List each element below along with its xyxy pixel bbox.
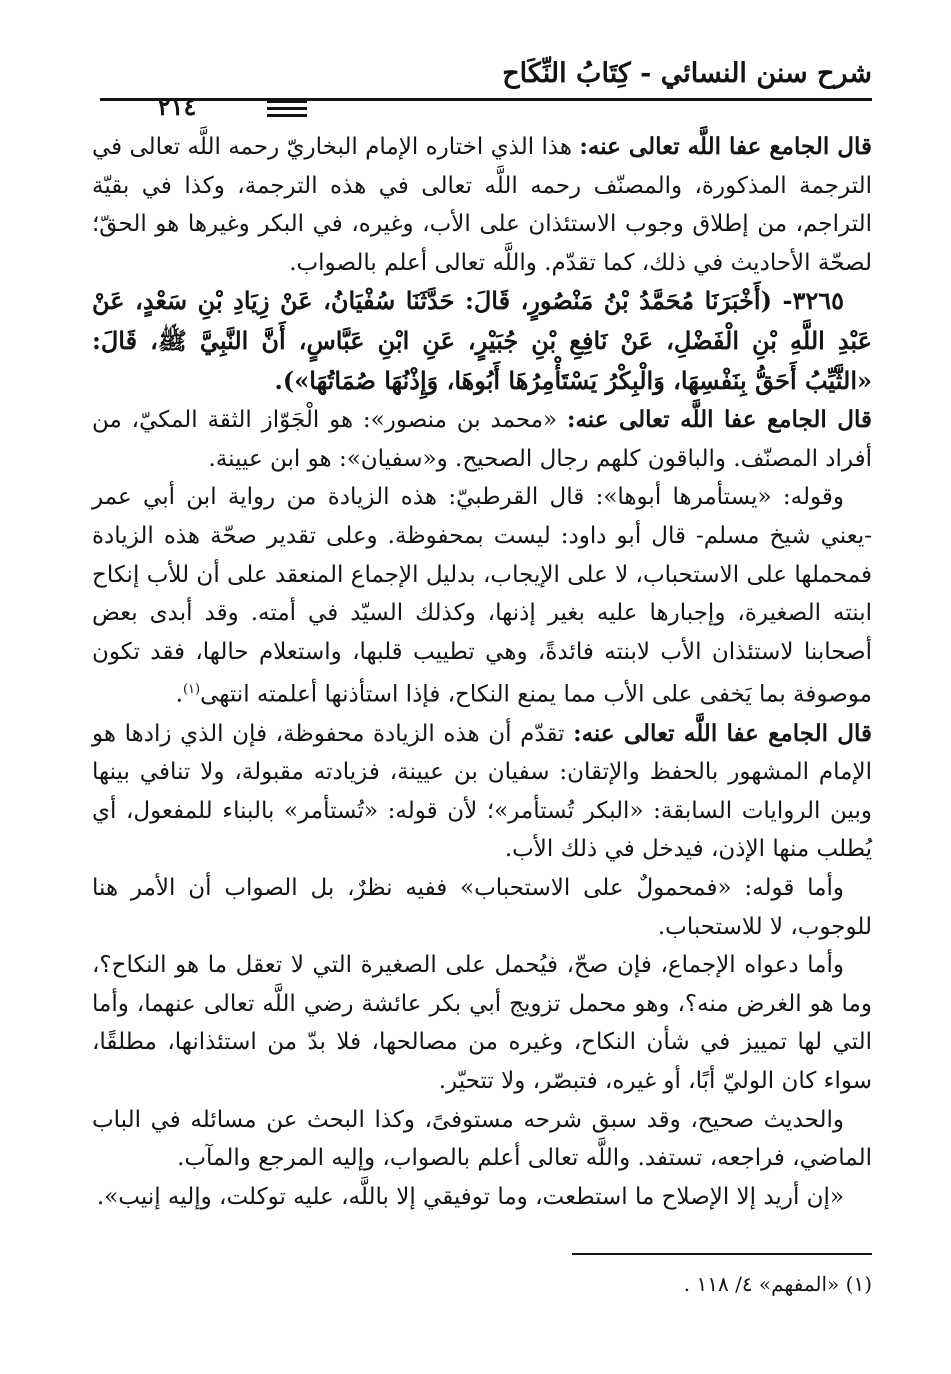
author-comment-lead: قال الجامع عفا اللَّه تعالى عنه: (566, 406, 872, 434)
paragraph-7 (92, 946, 872, 1100)
page-number: ٢١٤ (157, 92, 197, 121)
paragraph-text: تقدّم أن هذه الزيادة محفوظة، فإن الذي زادها هو الإمام المشهور بالحفظ والإتقان: سفيان بن عيينة، فزيادته مقبولة، ولا تنافي بينها وبين الروايات السابقة: «البكر تُستأمر»؛ لأن قوله: «تُستأمر» بالبناء للمفعول، أي يُطلب منها الإذن، فيدخل في ذلك الأب. (92, 720, 872, 863)
paragraph-8 (92, 1101, 872, 1178)
footnote-separator (572, 1253, 872, 1255)
hadith-paragraph (92, 282, 872, 401)
footnote: (١) «المفهم» ٤/ ١١٨ . (683, 1272, 872, 1296)
paragraph-text: هذا الذي اختاره الإمام البخاريّ رحمه اللَّه تعالى في الترجمة المذكورة، والمصنّف رحمه اللَّه تعالى في هذه الترجمة، وكذا في بقيّة التراجم، من إطلاق وجوب الاستئذان على الأب، وغيره، في البكر وغيرها هو الحقّ؛ لصحّة الأحاديث في ذلك، كما تقدّم. واللَّه تعالى أعلم بالصواب. (92, 134, 872, 276)
paragraph-5 (92, 715, 872, 869)
page-number-ornament-right (267, 100, 307, 121)
author-comment-lead: قال الجامع عفا اللَّه تعالى عنه: (573, 719, 872, 747)
paragraph-text: والحديث صحيح، وقد سبق شرحه مستوفىً، وكذا البحث عن مسائله في الباب الماضي، فراجعه، تستفد. واللَّه تعالى أعلم بالصواب، وإليه المرجع والمآب. (92, 1106, 872, 1172)
paragraph-3 (92, 401, 872, 478)
paragraph-4 (92, 478, 872, 714)
paragraph-1 (92, 128, 872, 282)
page-header (92, 50, 872, 121)
paragraph-text: وقوله: «يستأمرها أبوها»: قال القرطبيّ: هذه الزيادة من رواية ابن أبي عمر -يعني شيخ مسلم- قال أبو داود: ليست بمحفوظة. وعلى تقدير صحّة هذه الزيادة فمحملها على الاستحباب، لا على الإيجاب، بدليل الإجماع المنعقد على أن للأب إنكاح ابنته الصغيرة، وإجبارها عليه بغير إذنها، وكذلك السيّد في أمته. وقد أبدى بعض أصحابنا لاستئذان الأب لابنته فائدةً، وهي تطييب قلبها، واستعلام حالها، فقد تكون موصوفة بما يَخفى على الأب مما يمنع النكاح، فإذا استأذنها أعلمته انتهى (92, 484, 872, 708)
paragraph-text: «إن أريد إلا الإصلاح ما استطعت، وما توفيقي إلا باللَّه، عليه توكلت، وإليه إنيب». (96, 1183, 844, 1210)
footnote-reference: (١) (182, 682, 201, 698)
main-text (92, 128, 872, 1216)
paragraph-6 (92, 869, 872, 946)
author-comment-lead: قال الجامع عفا اللَّه تعالى عنه: (579, 133, 872, 160)
paragraph-tail: . (175, 681, 183, 708)
paragraph-text: «محمد بن منصور»: هو الْجَوّاز الثقة المكيّ، من أفراد المصنّف. والباقون كلهم رجال الصحيح. و«سفيان»: هو ابن عيينة. (92, 407, 872, 472)
paragraph-text: وأما دعواه الإجماع، فإن صحّ، فيُحمل على الصغيرة التي لا تعقل ما هو النكاح؟، وما هو الغرض منه؟، وهو محمل تزويج أبي بكر عائشة رضي اللَّه تعالى عنهما، وأما التي لها تمييز في شأن النكاح، وغيره من مصالحها، فلا بدّ من استئذانها، مطلقًا، سواء كان الوليّ أبًا، أو غيره، فتبصّر، ولا تتحيّر. (92, 952, 872, 1094)
paragraph-text: وأما قوله: «فمحمولٌ على الاستحباب» ففيه نظرٌ، بل الصواب أن الأمر هنا للوجوب، لا للاستحباب. (92, 874, 872, 940)
hadith-text: ٣٢٦٥- (أَخْبَرَنَا مُحَمَّدُ بْنُ مَنْصُورٍ، قَالَ: حَدَّثَنَا سُفْيَانُ، عَنْ زِيَادِ بْنِ سَعْدٍ، عَنْ عَبْدِ اللَّهِ بْنِ الْفَضْلِ، عَنْ نَافِعِ بْنِ جُبَيْرٍ، عَنِ ابْنِ عَبَّاسٍ، أَنَّ النَّبِيَّ ﷺ، قَالَ: «الثَّيِّبُ أَحَقُّ بِنَفْسِهَا، وَالْبِكْرُ يَسْتَأْمِرُهَا أَبُوهَا، وَإِذْنُهَا صُمَاتُهَا»). (92, 286, 872, 395)
page-number-row (92, 92, 872, 122)
closing-verse (92, 1178, 872, 1217)
book-page (92, 50, 872, 1296)
running-title: شرح سنن النسائي - كِتَابُ النِّكَاح (502, 58, 872, 89)
